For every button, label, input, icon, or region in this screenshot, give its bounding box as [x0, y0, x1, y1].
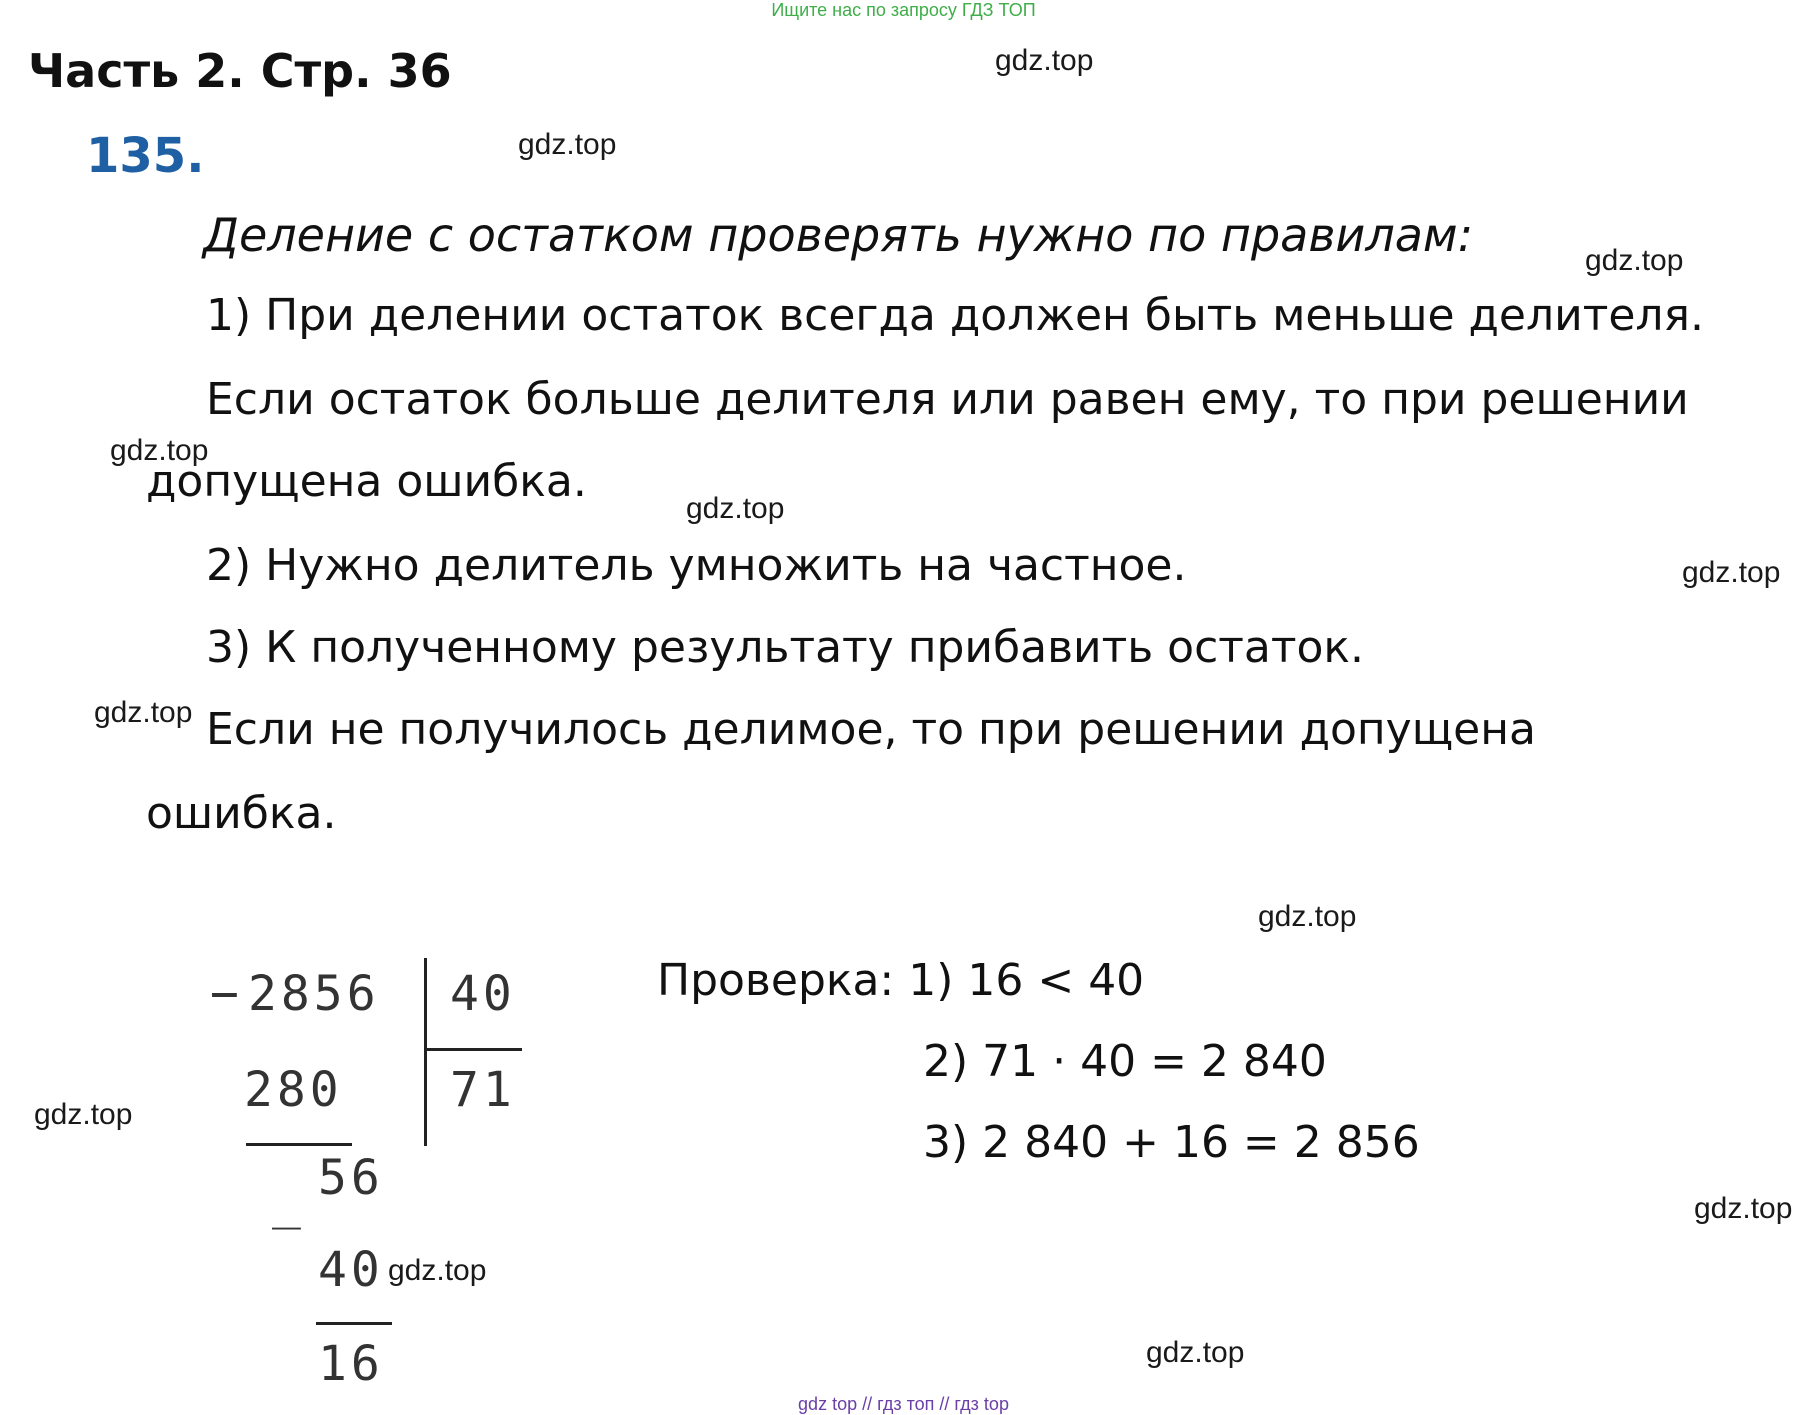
divisor: 40: [450, 966, 516, 1022]
quotient-separator: [426, 1048, 522, 1051]
watermark: gdz.top: [686, 492, 785, 525]
minus-sign: −: [210, 966, 243, 1022]
first-subtrahend: 280: [244, 1062, 343, 1118]
watermark: gdz.top: [388, 1254, 487, 1287]
part-page-title: Часть 2. Стр. 36: [28, 44, 452, 98]
watermark: gdz.top: [94, 696, 193, 729]
watermark: gdz.top: [1694, 1192, 1793, 1225]
watermark: gdz.top: [1682, 556, 1781, 589]
task-number: 135.: [86, 128, 205, 184]
division-vertical-line: [424, 958, 427, 1146]
final-note-line-2: ошибка.: [146, 788, 337, 839]
rules-heading: Деление с остатком проверять нужно по правилам:: [203, 208, 1474, 262]
check-line-1: Проверка: 1) 16 < 40: [657, 955, 1145, 1006]
watermark: gdz.top: [1146, 1336, 1245, 1369]
footer: gdz top // гдз топ // гдз top: [798, 1394, 1009, 1414]
partial-dividend: 56: [318, 1150, 384, 1206]
rule-1-line-2: Если остаток больше делителя или равен ему, то при решении: [206, 374, 1689, 425]
rule-2: 2) Нужно делитель умножить на частное.: [206, 540, 1187, 591]
watermark: gdz.top: [1258, 900, 1357, 933]
search-banner: Ищите нас по запросу ГДЗ ТОП: [771, 0, 1036, 20]
first-underline: [246, 1143, 352, 1146]
watermark: gdz.top: [34, 1098, 133, 1131]
check-line-2: 2) 71 · 40 = 2 840: [923, 1036, 1327, 1087]
watermark: gdz.top: [995, 44, 1094, 77]
second-minus: _: [272, 1174, 305, 1230]
final-note-line-1: Если не получилось делимое, то при решении допущена: [206, 704, 1536, 755]
second-underline: [316, 1322, 392, 1325]
watermark: gdz.top: [518, 128, 617, 161]
watermark: gdz.top: [110, 434, 209, 467]
rule-1-line-3: допущена ошибка.: [146, 456, 587, 507]
watermark: gdz.top: [1585, 244, 1684, 277]
rule-1-line-1: 1) При делении остаток всегда должен быть меньше делителя.: [206, 290, 1704, 341]
rule-3: 3) К полученному результату прибавить остаток.: [206, 622, 1364, 673]
check-line-3: 3) 2 840 + 16 = 2 856: [923, 1117, 1420, 1168]
second-subtrahend: 40: [318, 1242, 384, 1298]
dividend: 2856: [248, 966, 380, 1022]
remainder: 16: [318, 1336, 384, 1392]
quotient: 71: [450, 1062, 516, 1118]
